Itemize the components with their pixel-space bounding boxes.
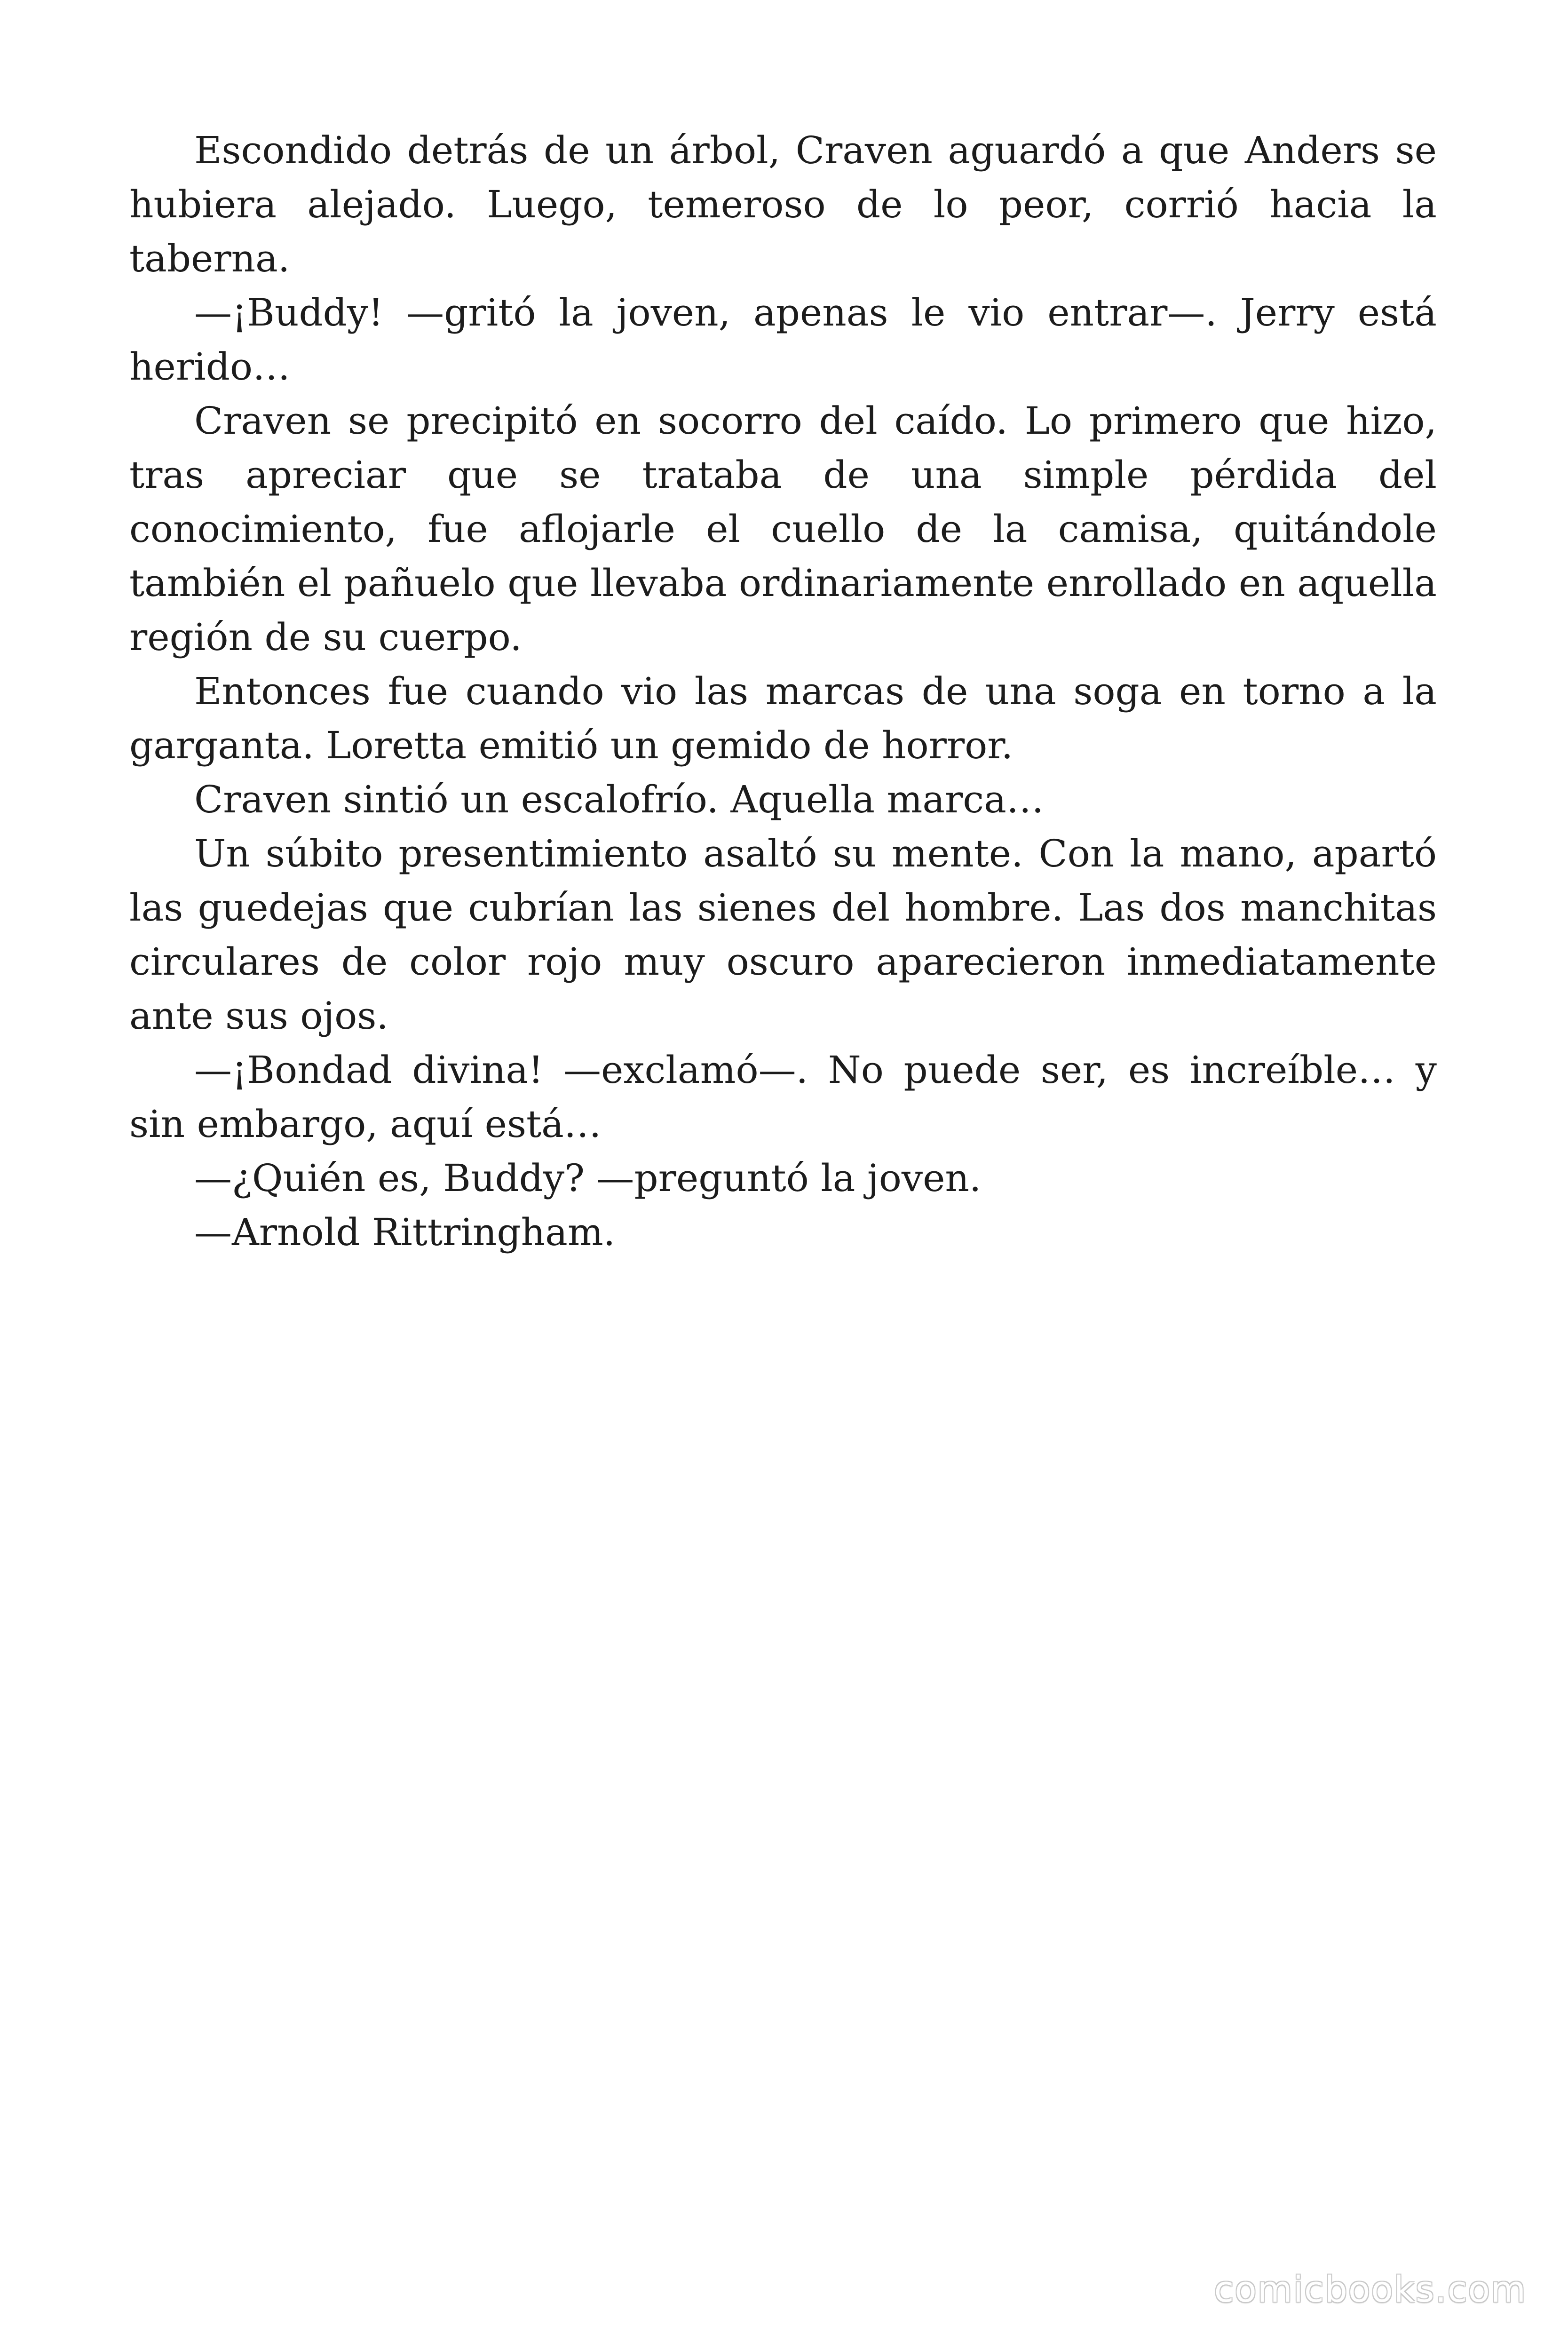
paragraph: Craven se precipitó en socorro del caído. Lo primero que hizo, tras apreciar que se trataba de una simple pérdida del conocimiento, fue aflojarle el cuello de la camisa, quitándole también el pañuelo que llevaba ordinariamente enrollado en aquella región de su cuerpo.: [129, 399, 1437, 659]
paragraph: —¡Bondad divina! —exclamó—. No puede ser, es increíble… y sin embargo, aquí está…: [129, 1048, 1437, 1146]
watermark: comicbooks.com: [1214, 2268, 1527, 2310]
paragraph: Un súbito presentimiento asaltó su mente. Con la mano, apartó las guedejas que cubrían las sienes del hombre. Las dos manchitas circulares de color rojo muy oscuro aparecieron inmediatamente ante sus ojos.: [129, 832, 1437, 1038]
paragraph: Escondido detrás de un árbol, Craven aguardó a que Anders se hubiera alejado. Luego, temeroso de lo peor, corrió hacia la taberna.: [129, 128, 1437, 280]
paragraph: Craven sintió un escalofrío. Aquella marca…: [194, 778, 1044, 821]
paragraph: —¿Quién es, Buddy? —preguntó la joven.: [194, 1156, 982, 1200]
paragraph: —¡Buddy! —gritó la joven, apenas le vio entrar—. Jerry está herido…: [129, 291, 1437, 389]
paragraph: Entonces fue cuando vio las marcas de una soga en torno a la garganta. Loretta emitió un gemido de horror.: [129, 669, 1437, 767]
body-text: [129, 123, 1437, 1259]
paragraph: —Arnold Rittringham.: [194, 1210, 616, 1254]
